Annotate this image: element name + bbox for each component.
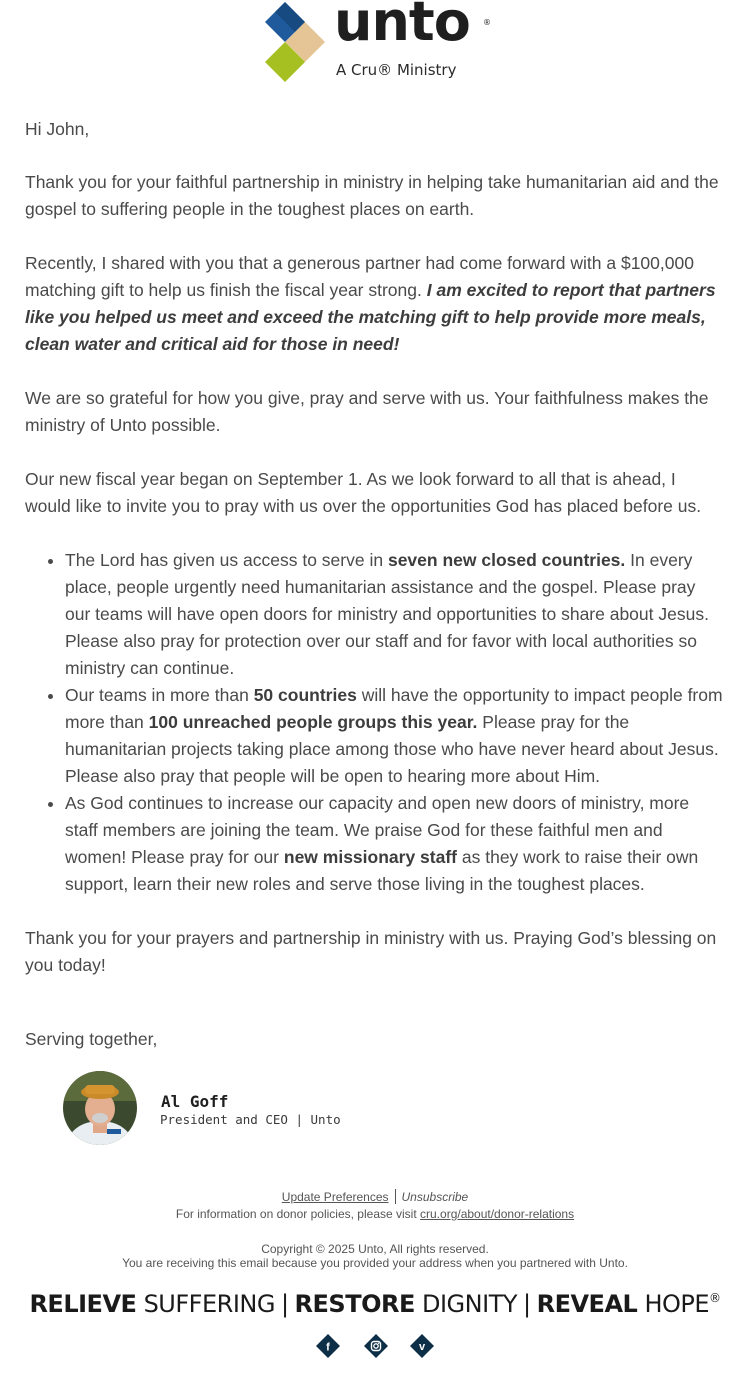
paragraph-matching-gift bbox=[25, 250, 725, 358]
bullet-bold: new missionary staff bbox=[283, 847, 457, 867]
bullet-bold: seven new closed countries. bbox=[387, 550, 626, 570]
paragraph-grateful: We are so grateful for how you give, pray and serve with us. Your faithfulness makes the ministry of Unto possible. bbox=[25, 388, 709, 435]
bullet-text: In every place, people urgently need humanitarian assistance and the gospel. Please pray our teams will have open doors for ministry and opportunities to share about Jesus. Please also pray for protection over our staff and for favor with local authorities so ministry can continue. bbox=[65, 550, 709, 678]
unto-logo-mark-icon bbox=[265, 2, 327, 82]
logo-wordmark: unto bbox=[334, 0, 470, 53]
donor-policy-line bbox=[0, 1206, 750, 1222]
slogan-word: DIGNITY bbox=[422, 1290, 518, 1318]
slogan-word: HOPE bbox=[644, 1290, 710, 1318]
bullet-text: will have the opportunity to impact people from more than bbox=[65, 685, 723, 732]
slogan-word: RELIEVE bbox=[29, 1290, 137, 1318]
update-preferences-link[interactable]: Update Preferences bbox=[281, 1190, 389, 1204]
receiving-notice: You are receiving this email because you provided your address when you partnered with Unto. bbox=[122, 1256, 628, 1270]
facebook-link[interactable] bbox=[315, 1333, 341, 1359]
unsubscribe-link[interactable]: Unsubscribe bbox=[401, 1190, 469, 1204]
slogan-word: REVEAL bbox=[536, 1290, 638, 1318]
copyright: Copyright © 2025 Unto, All rights reserved. bbox=[261, 1242, 489, 1256]
paragraph-fiscal-year: Our new fiscal year began on September 1. As we look forward to all that is ahead, I would like to invite you to pray with us over the opportunities God has placed before us. bbox=[25, 469, 702, 516]
instagram-link[interactable] bbox=[363, 1333, 389, 1359]
vimeo-link[interactable] bbox=[409, 1333, 435, 1359]
donor-policy-text: For information on donor policies, please visit bbox=[175, 1207, 417, 1221]
footer-divider bbox=[395, 1189, 396, 1204]
slogan-registered-mark: ® bbox=[709, 1291, 721, 1305]
list-item bbox=[65, 790, 725, 898]
slogan-divider: | bbox=[280, 1290, 289, 1318]
facebook-icon bbox=[315, 1333, 341, 1359]
matching-gift-emphasis: I am excited to report that partners like you helped us meet and exceed the matching gift to help provide more meals, clean water and critical aid for those in need! bbox=[25, 280, 716, 354]
slogan-word: SUFFERING bbox=[143, 1290, 275, 1318]
bullet-text: Please pray for the humanitarian projects taking place among those who have never heard about Jesus. Please also pray that people will be open to hearing more about Him. bbox=[65, 712, 719, 786]
bullet-bold: 100 unreached people groups this year. bbox=[148, 712, 478, 732]
footer-links bbox=[0, 1189, 750, 1205]
avatar-photo-icon bbox=[63, 1071, 137, 1145]
matching-gift-text: Recently, I shared with you that a generous partner had come forward with a $100,000 matching gift to help us finish the fiscal year strong. bbox=[25, 253, 694, 300]
bullet-bold: 50 countries bbox=[253, 685, 357, 705]
bullet-text: as they work to raise their own support, learn their new roles and serve those living in the toughest places. bbox=[65, 847, 699, 894]
list-item bbox=[65, 682, 725, 790]
signature-title: President and CEO | Unto bbox=[160, 1112, 341, 1127]
logo-tagline: A Cru® Ministry bbox=[336, 61, 457, 79]
instagram-icon bbox=[363, 1333, 389, 1359]
prayer-list bbox=[25, 547, 725, 898]
signature-name: Al Goff bbox=[161, 1092, 229, 1111]
list-item bbox=[65, 547, 725, 682]
avatar bbox=[63, 1071, 137, 1145]
bullet-text: The Lord has given us access to serve in bbox=[65, 550, 384, 570]
letter-body bbox=[25, 116, 725, 1006]
donor-relations-link[interactable]: cru.org/about/donor-relations bbox=[420, 1207, 575, 1221]
slogan-divider: | bbox=[523, 1290, 531, 1318]
unto-logo[interactable] bbox=[265, 2, 505, 84]
bullet-text: Our teams in more than bbox=[65, 685, 249, 705]
vimeo-icon bbox=[409, 1333, 435, 1359]
slogan-banner bbox=[0, 1290, 750, 1318]
logo-registered-mark: ® bbox=[483, 18, 491, 27]
closing-line: Serving together, bbox=[25, 1029, 158, 1049]
paragraph-thanks: Thank you for your faithful partnership in ministry in helping take humanitarian aid and the gospel to suffering people in the toughest places on earth. bbox=[25, 172, 719, 219]
svg-text:v: v bbox=[418, 1341, 426, 1353]
slogan-word: RESTORE bbox=[294, 1290, 415, 1318]
paragraph-blessing: Thank you for your prayers and partnership in ministry with us. Praying God’s blessing on you today! bbox=[25, 928, 717, 975]
greeting: Hi John, bbox=[25, 119, 90, 139]
svg-text:f: f bbox=[326, 1341, 330, 1354]
bullet-text: As God continues to increase our capacity and open new doors of ministry, more staff members are joining the team. We praise God for these faithful men and women! Please pray for our bbox=[65, 793, 690, 867]
